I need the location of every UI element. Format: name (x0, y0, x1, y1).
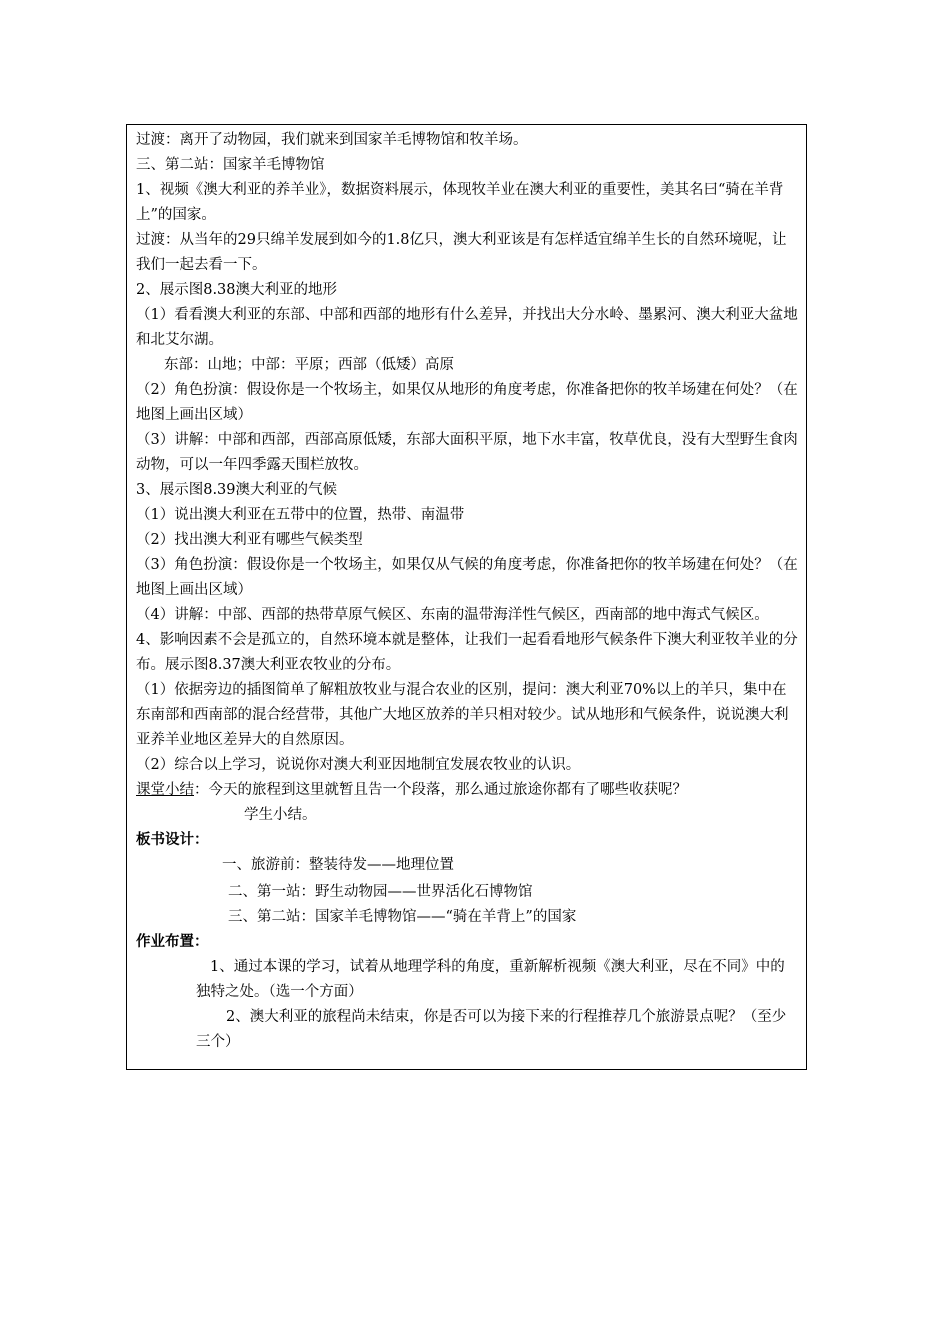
climate-explanation: （4）讲解：中部、西部的热带草原气候区、东南的温带海洋性气候区，西南部的地中海式气候区。 (136, 607, 769, 623)
board-item-1: 一、旅游前：整装待发——地理位置 (222, 857, 454, 873)
video-item: 1、视频《澳大利亚的养羊业》，数据资料展示，体现牧羊业在澳大利亚的重要性，美其名曰“骑在羊背上”的国家。 (136, 182, 784, 223)
homework-heading: 作业布置： (136, 934, 209, 950)
terrain-question-2: （2）角色扮演：假设你是一个牧场主，如果仅从地形的角度考虑，你准备把你的牧羊场建在何处？（在地图上画出区域） (136, 382, 798, 423)
terrain-map-item: 2、展示图8.38澳大利亚的地形 (136, 282, 338, 298)
terrain-question-1: （1）看看澳大利亚的东部、中部和西部的地形有什么差异，并找出大分水岭、墨累河、澳大利亚大盆地和北艾尔湖。 (136, 307, 798, 348)
factors-item: 4、影响因素不会是孤立的，自然环境本就是整体，让我们一起看看地形气候条件下澳大利亚牧羊业的分布。展示图8.37澳大利亚农牧业的分布。 (136, 632, 798, 673)
terrain-explanation: （3）讲解：中部和西部，西部高原低矮，东部大面积平原，地下水丰富，牧草优良，没有大型野生食肉动物，可以一年四季露天围栏放牧。 (136, 432, 798, 473)
climate-map-item: 3、展示图8.39澳大利亚的气候 (136, 482, 338, 498)
farming-question-2: （2）综合以上学习，说说你对澳大利亚因地制宜发展农牧业的认识。 (136, 757, 581, 773)
board-item-2: 二、第一站：野生动物园——世界活化石博物馆 (228, 884, 533, 900)
farming-question-1: （1）依据旁边的插图简单了解粗放牧业与混合农业的区别，提问：澳大利亚70%以上的羊只，集中在东南部和西南部的混合经营带，其他广大地区放养的羊只相对较少。试从地形和气候条件，说说澳大利亚养羊业地区差异大的自然原因。 (136, 682, 789, 748)
transition-2: 过渡：从当年的29只绵羊发展到如今的1.8亿只，澳大利亚该是有怎样适宜绵羊生长的自然环境呢，让我们一起去看一下。 (136, 232, 787, 273)
transition-1: 过渡：离开了动物园，我们就来到国家羊毛博物馆和牧羊场。 (136, 132, 528, 148)
homework-item-2: 2、澳大利亚的旅程尚未结束，你是否可以为接下来的行程推荐几个旅游景点呢？（至少三个） (196, 1009, 787, 1050)
board-item-3: 三、第二站：国家羊毛博物馆——“骑在羊背上”的国家 (228, 909, 577, 925)
climate-question-3: （3）角色扮演：假设你是一个牧场主，如果仅从气候的角度考虑，你准备把你的牧羊场建在何处？（在地图上画出区域） (136, 557, 798, 598)
section-3-heading: 三、第二站：国家羊毛博物馆 (136, 157, 325, 173)
lesson-plan-table-cell (126, 124, 807, 1070)
student-summary: 学生小结。 (244, 807, 317, 823)
terrain-answer: 东部：山地；中部：平原；西部（低矮）高原 (164, 357, 454, 373)
class-summary (136, 778, 798, 803)
board-design-heading: 板书设计： (136, 832, 209, 848)
climate-question-2: （2）找出澳大利亚有哪些气候类型 (136, 532, 363, 548)
climate-question-1: （1）说出澳大利亚在五带中的位置，热带、南温带 (136, 507, 465, 523)
homework-item-1: 1、通过本课的学习，试着从地理学科的角度，重新解析视频《澳大利亚，尽在不同》中的独特之处。（选一个方面） (196, 959, 785, 1000)
class-summary-label: 课堂小结 (136, 782, 194, 798)
class-summary-text: ：今天的旅程到这里就暂且告一个段落，那么通过旅途你都有了哪些收获呢？ (194, 782, 687, 798)
